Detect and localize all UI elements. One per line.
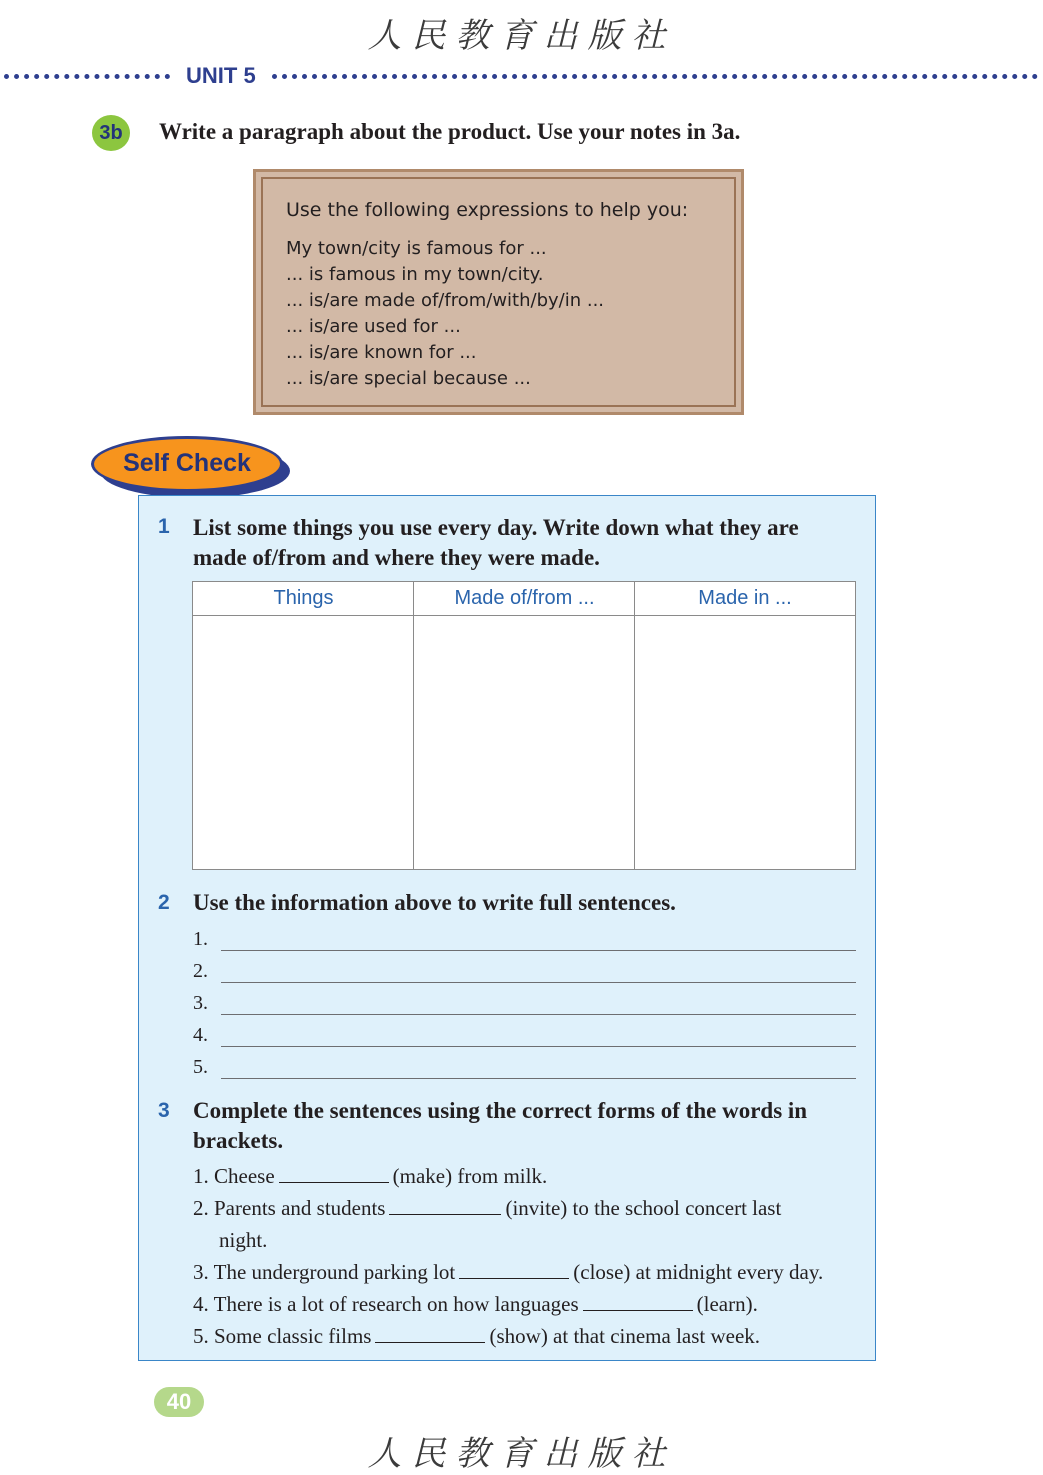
- expressions-box-title: Use the following expressions to help you:: [286, 199, 689, 221]
- sentence-number: 1.: [193, 1164, 209, 1188]
- column-header-things: Things: [273, 587, 334, 609]
- expression-item: ... is/are made of/from/with/by/in ...: [286, 290, 605, 311]
- column-header-made-of: Made of/from ...: [454, 587, 595, 609]
- question-3-number: 3: [158, 1099, 170, 1122]
- sentence-text: (make) from milk.: [392, 1164, 548, 1188]
- writing-line[interactable]: [221, 1078, 856, 1079]
- sentence-number: 4.: [193, 1024, 208, 1046]
- answer-blank[interactable]: [389, 1213, 501, 1215]
- sentence-number: 3.: [193, 1260, 209, 1284]
- expressions-box: [253, 169, 744, 415]
- sentence-text: Some classic films: [214, 1324, 372, 1348]
- question-3-line-2: brackets.: [193, 1128, 284, 1153]
- expression-item: ... is/are known for ...: [286, 342, 477, 363]
- writing-line[interactable]: [221, 1014, 856, 1015]
- sentence-number: 2.: [193, 960, 208, 982]
- question-2-text: Use the information above to write full sentences.: [193, 890, 676, 915]
- unit-label: UNIT 5: [186, 63, 256, 88]
- table-divider: [413, 582, 414, 869]
- answer-blank[interactable]: [375, 1341, 485, 1343]
- unit-dots-left: [4, 74, 170, 79]
- question-2-number: 2: [158, 891, 170, 914]
- publisher-logo-bottom: 人民教育出版社: [367, 1434, 676, 1474]
- sentence-text: The underground parking lot: [213, 1260, 456, 1284]
- exercise-sentence-4: [193, 1292, 758, 1317]
- column-header-made-in: Made in ...: [698, 587, 792, 609]
- answer-blank[interactable]: [459, 1277, 569, 1279]
- self-check-title: Self Check: [123, 449, 251, 477]
- sentence-text: Parents and students: [214, 1196, 386, 1220]
- sentence-text: (close) at midnight every day.: [573, 1260, 824, 1284]
- sentence-number: 1.: [193, 928, 208, 950]
- question-1-number: 1: [158, 515, 170, 538]
- expressions-box-inner: [261, 177, 736, 407]
- expression-item: My town/city is famous for ...: [286, 238, 547, 259]
- sentence-number: 4.: [193, 1292, 209, 1316]
- question-1-line-2: made of/from and where they were made.: [193, 545, 600, 570]
- writing-line[interactable]: [221, 1046, 856, 1047]
- exercise-sentence-2: [193, 1196, 781, 1221]
- things-table: [192, 581, 856, 870]
- sentence-number: 5.: [193, 1324, 209, 1348]
- sentence-number: 3.: [193, 992, 208, 1014]
- sentence-text: (learn).: [696, 1292, 758, 1316]
- question-1-line-1: List some things you use every day. Write down what they are: [193, 515, 799, 540]
- unit-dots-right: [272, 74, 1038, 79]
- task-3b-instruction: Write a paragraph about the product. Use your notes in 3a.: [159, 119, 741, 144]
- task-3b-badge: 3b: [92, 115, 130, 151]
- sentence-text: (invite) to the school concert last: [505, 1196, 782, 1220]
- answer-blank[interactable]: [583, 1309, 693, 1311]
- sentence-number: 2.: [193, 1196, 209, 1220]
- page-number: 40: [154, 1387, 204, 1417]
- question-3-line-1: Complete the sentences using the correct forms of the words in: [193, 1098, 808, 1123]
- exercise-sentence-3: [193, 1260, 823, 1285]
- table-header: [193, 582, 855, 616]
- sentence-text: Cheese: [214, 1164, 275, 1188]
- table-divider: [634, 582, 635, 869]
- expression-item: ... is famous in my town/city.: [286, 264, 544, 285]
- expression-item: ... is/are special because ...: [286, 368, 531, 389]
- sentence-text: There is a lot of research on how languages: [213, 1292, 579, 1316]
- writing-line[interactable]: [221, 982, 856, 983]
- exercise-sentence-5: [193, 1324, 760, 1349]
- expression-item: ... is/are used for ...: [286, 316, 461, 337]
- writing-line[interactable]: [221, 950, 856, 951]
- answer-blank[interactable]: [279, 1181, 389, 1183]
- exercise-sentence-1: [193, 1164, 547, 1189]
- exercise-sentence-2-cont: night.: [219, 1228, 268, 1252]
- publisher-logo-top: 人民教育出版社: [367, 16, 676, 56]
- sentence-text: (show) at that cinema last week.: [489, 1324, 761, 1348]
- sentence-number: 5.: [193, 1056, 208, 1078]
